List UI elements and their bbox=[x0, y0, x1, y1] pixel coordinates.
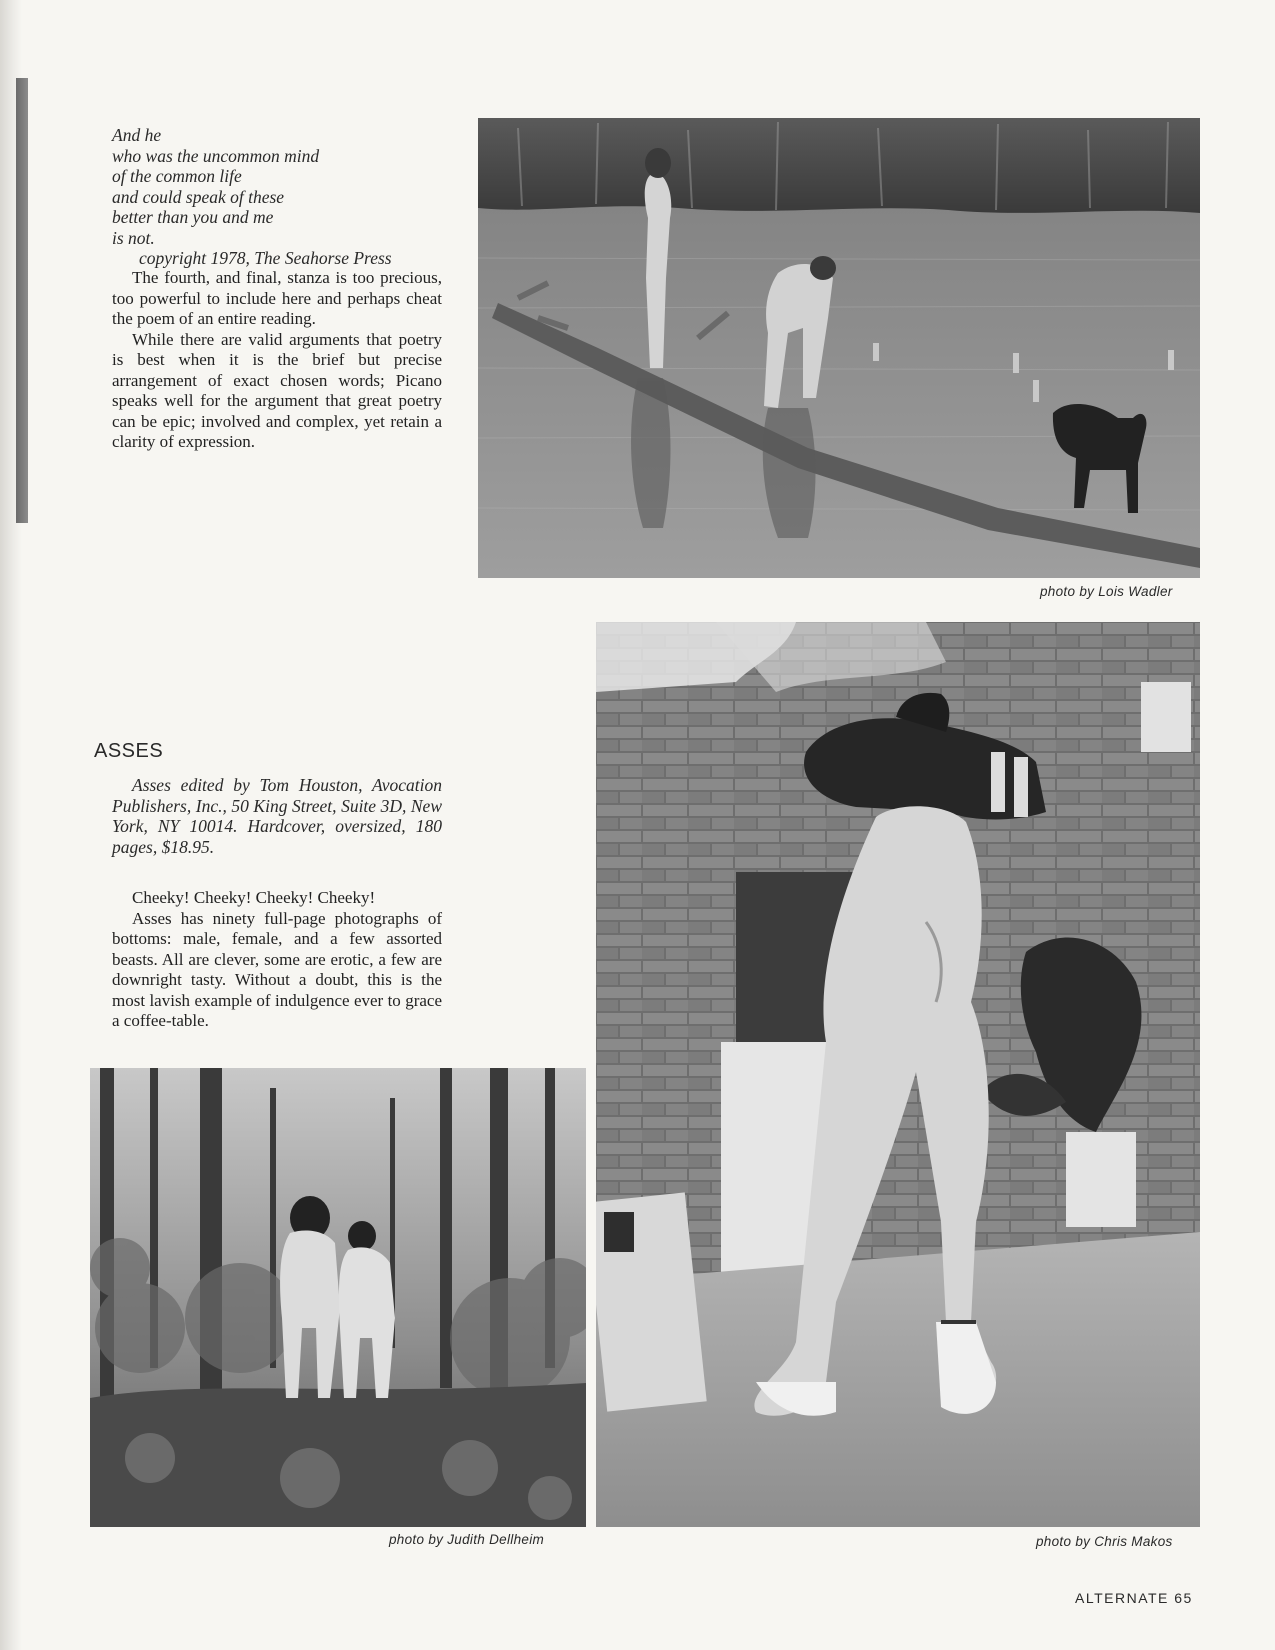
lake-photo-image bbox=[478, 118, 1200, 578]
forest-photo bbox=[90, 1068, 586, 1527]
page-folio: ALTERNATE 65 bbox=[1075, 1590, 1193, 1606]
review-heading: ASSES bbox=[94, 740, 164, 762]
review-paragraph: Cheeky! Cheeky! Cheeky! Cheeky! bbox=[132, 888, 376, 907]
poem-excerpt bbox=[112, 125, 452, 269]
forest-photo-image bbox=[90, 1068, 586, 1527]
poem-copyright: copyright 1978, The Seahorse Press bbox=[139, 248, 392, 268]
poem-line: And he bbox=[112, 125, 162, 145]
lake-photo-caption: photo by Lois Wadler bbox=[1040, 584, 1173, 599]
poem-line: better than you and me bbox=[112, 207, 274, 227]
review-paragraph: Asses has ninety full-page photographs of bottoms: male, female, and a few assorted beasts. All are clever, some are erotic, a few are downright tasty. Without a doubt, this is the most lavish example of indulgence ever to grace a coffee-table. bbox=[112, 908, 442, 1030]
poem-line: is not. bbox=[112, 227, 155, 248]
poem-line: who was the uncommon mind bbox=[112, 145, 320, 166]
binding-dark-strip bbox=[16, 78, 28, 523]
brick-wall-photo bbox=[596, 622, 1200, 1527]
article-paragraph: While there are valid arguments that poetry is best when it is the brief but precise arrangement of exact chosen words; Picano speaks well for the argument that great poetry can be epic; involved and complex, yet retain a clarity of expression. bbox=[112, 329, 442, 451]
poem-line: of the common life bbox=[112, 166, 242, 186]
review-body bbox=[112, 888, 442, 1032]
brick-wall-photo-caption: photo by Chris Makos bbox=[1036, 1534, 1173, 1549]
lake-photo bbox=[478, 118, 1200, 578]
article-paragraph: The fourth, and final, stanza is too precious, too powerful to include here and perhaps cheat the poem of an entire reading. bbox=[112, 268, 442, 328]
forest-photo-caption: photo by Judith Dellheim bbox=[389, 1532, 545, 1547]
poem-line: and could speak of these bbox=[112, 186, 285, 207]
book-info: Asses edited by Tom Houston, Avocation Publishers, Inc., 50 King Street, Suite 3D, New York, NY 10014. Hardcover, oversized, 180 pages, $18.95. bbox=[112, 775, 442, 857]
brick-wall-photo-image bbox=[596, 622, 1200, 1527]
article-continuation bbox=[112, 268, 442, 453]
